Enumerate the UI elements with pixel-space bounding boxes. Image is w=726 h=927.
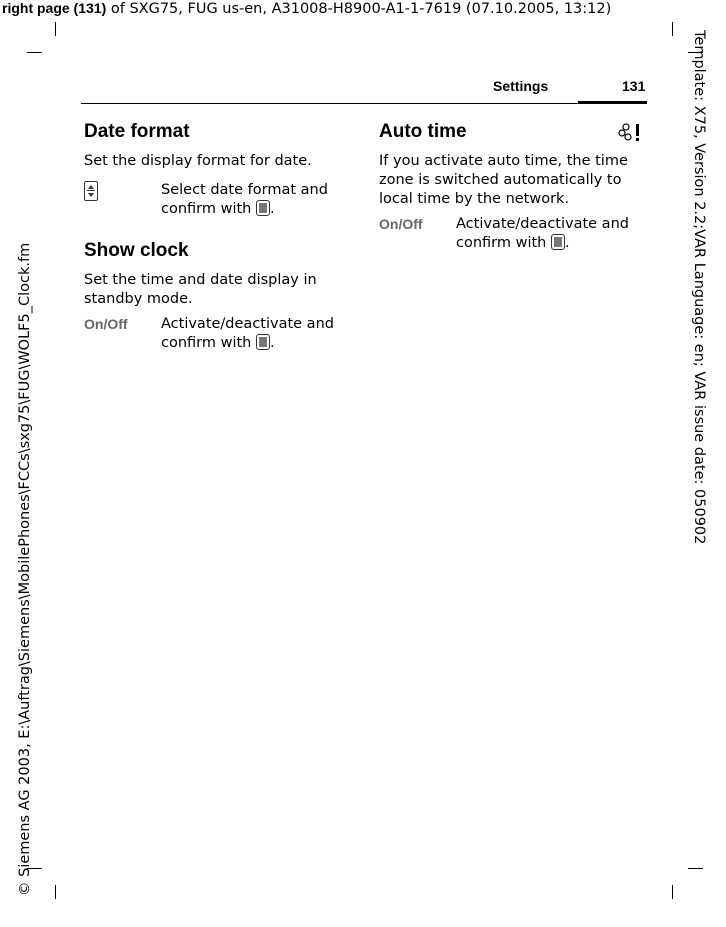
show-clock-step [84,315,340,353]
document-header [2,0,611,17]
navigation-key-icon [84,181,98,201]
period-text: . [564,235,570,251]
crop-mark [55,885,56,899]
crop-mark [55,22,56,36]
date-format-intro: Set the display format for date. [84,153,312,169]
left-column [84,120,340,370]
right-column [379,120,639,270]
auto-time-heading: Auto time [379,121,467,142]
copyright-path: © Siemens AG 2003, E:\Auftrag\Siemens\MobilePhones\FCCs\sxg75\FUG\WOLF5_Clock.fm [17,242,33,896]
document-info: of SXG75, FUG us-en, A31008-H8900-A1-1-7619 (07.10.2005, 13:12) [106,1,612,17]
page-reference: right page (131) [2,0,107,16]
period-text: . [269,335,275,351]
date-format-instruction: Select date format and confirm with [161,182,328,217]
auto-time-step [379,215,639,253]
auto-time-key-label: On/Off [379,216,423,232]
show-clock-key-label: On/Off [84,316,128,332]
softkey-icon [551,234,565,250]
section-title: Settings [493,78,549,94]
period-text: . [269,201,275,217]
header-rule [81,103,647,104]
crop-mark [672,885,673,899]
softkey-icon [256,200,270,216]
network-dependent-icon [617,122,643,144]
show-clock-heading: Show clock [84,240,189,261]
crop-mark [672,22,673,36]
date-format-heading: Date format [84,121,190,142]
auto-time-instruction: Activate/deactivate and confirm with [456,216,629,251]
date-format-step [84,181,340,219]
page-number: 131 [622,78,646,94]
show-clock-instruction: Activate/deactivate and confirm with [161,316,334,351]
template-info: Template: X75, Version 2.2;VAR Language: en; VAR issue date: 050902 [691,30,707,545]
page-number-rule [578,101,647,104]
show-clock-intro: Set the time and date display in standby mode. [84,272,317,307]
crop-mark [27,52,42,53]
crop-mark [688,868,703,869]
softkey-icon [256,334,270,350]
auto-time-intro: If you activate auto time, the time zone is switched automatically to local time by the network. [379,153,628,207]
